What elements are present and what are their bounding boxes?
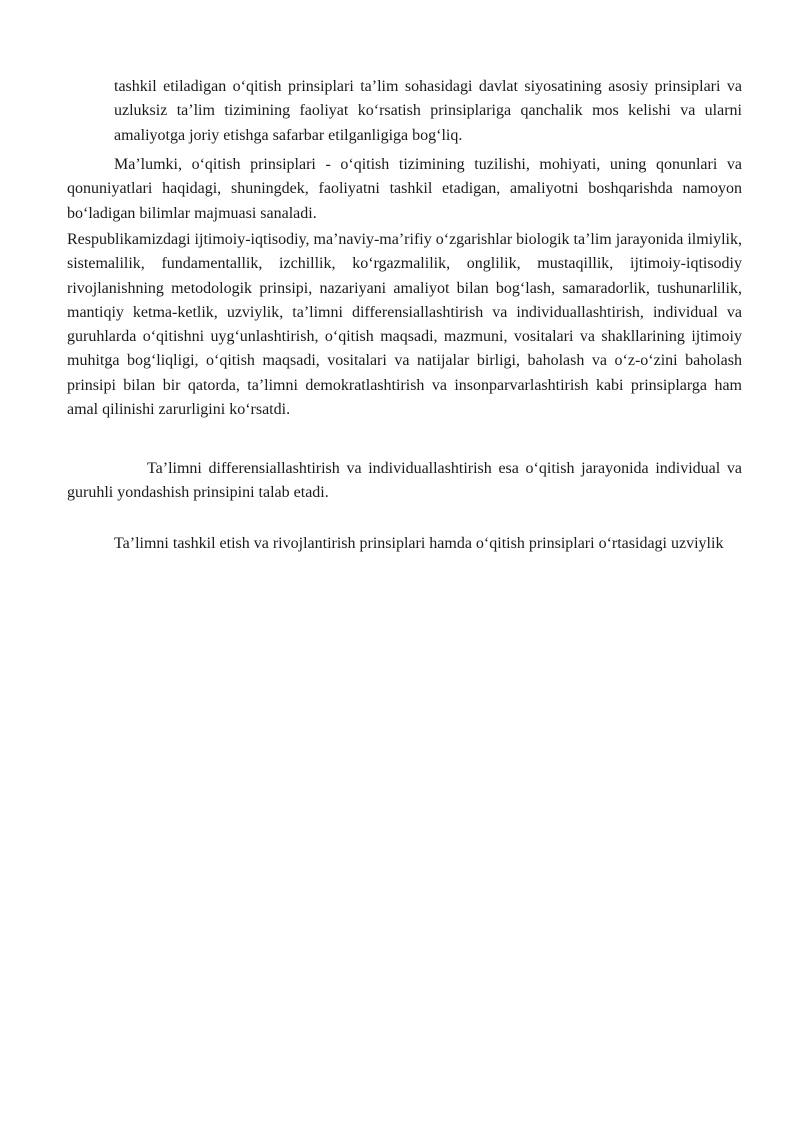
paragraph-differentiation: Ta’limni differensiallashtirish va individuallashtirish esa o‘qitish jarayonida individual va guruhli yondashish prinsipini talab etadi. [67,460,742,502]
paragraph-principles-list: Respublikamizdagi ijtimoiy-iqtisodiy, ma’naviy-ma’rifiy o‘zgarishlar biologik ta’lim jarayonida ilmiylik, sistemalilik, fundamentallik, izchillik, ko‘rgazmalilik, onglilik, mustaqillik, ijtimoiy-iqtisodiy rivojlanishning metodologik prinsipi, nazariyani amaliyot bilan bog‘lash, samaradorlik, tushunarlilik, mantiqiy ketma-ketlik, uzviylik, ta’limni differensiallashtirish va individuallashtirish, individual va guruhlarda o‘qitishni uyg‘unlashtirish, o‘qitish maqsadi, mazmuni, vositalari va shakllarining ijtimoiy muhitga bog‘liqligi, o‘qitish maqsadi, vositalari va natijalar birligi, baholash va o‘z-o‘zini baholash prinsipi bilan bir qatorda, ta’limni demokratlashtirish va insonparvarlashtirish kabi prinsiplarga ham amal qilinishi zarurligini ko‘rsatdi. [67,231,742,419]
paragraph-principles-policy: tashkil etiladigan o‘qitish prinsiplari ta’lim sohasidagi davlat siyosatining asosiy prinsiplari va uzluksiz ta’lim tizimining faoliyat ko‘rsatish prinsiplariga qanchalik mos kelishi va ularni amaliyotga joriy etishga safarbar etilganligiga bog‘liq. [114,78,742,144]
section-heading-continuity: Ta’limni tashkil etish va rivojlantirish prinsiplari hamda o‘qitish prinsiplari o‘rtasidagi uzviylik [114,535,724,552]
paragraph-principles-definition: Ma’lumki, o‘qitish prinsiplari - o‘qitish tizimining tuzilishi, mohiyati, uning qonunlari va qonuniyatlari haqidagi, shuningdek, faoliyatni tashkil etadigan, amaliyotni boshqarishda namoyon bo‘ladigan bilimlar majmuasi sanaladi. [67,156,742,222]
